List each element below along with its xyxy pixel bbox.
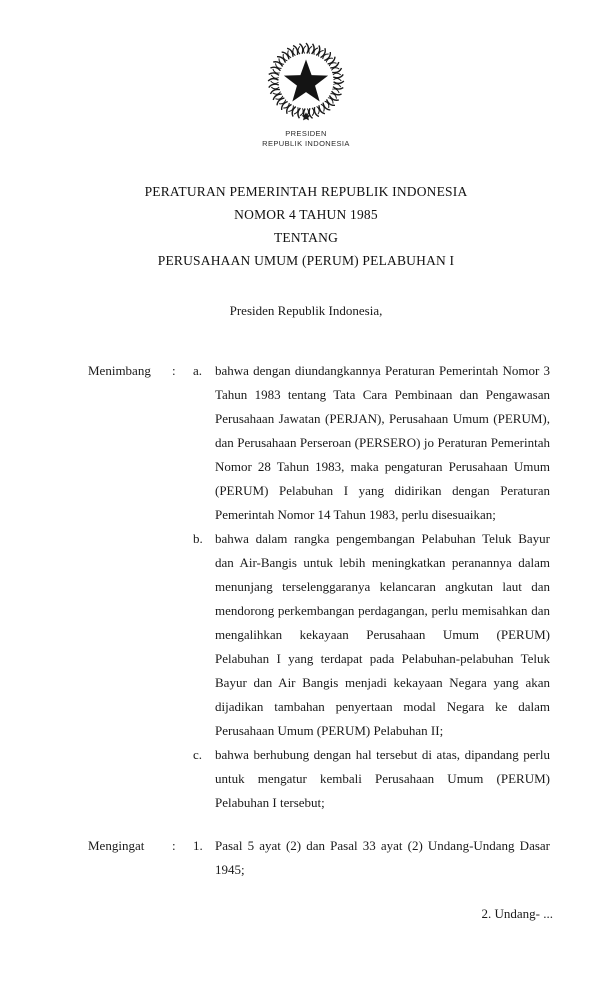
item-text: bahwa dengan diundangkannya Peraturan Pemerintah Nomor 3 Tahun 1983 tentang Tata Cara Pembinaan dan Pengawasan Perusahaan Jawatan (PERJAN), Perusahaan Umum (PERUM), dan Perusahaan Perseroan (PERSERO) jo Peraturan Pemerintah Nomor 28 Tahun 1983, maka pengaturan Perusahaan Umum (PERUM) Pelabuhan I yang didirikan dengan Peraturan Pemerintah Nomor 14 Tahun 1983, perlu disesuaikan;: [215, 363, 550, 522]
mengingat-items: [193, 834, 550, 882]
title-line-regulation: PERATURAN PEMERINTAH REPUBLIK INDONESIA: [144, 184, 468, 199]
title-line-tentang: TENTANG: [273, 230, 339, 245]
mengingat-section: [88, 834, 550, 882]
mengingat-separator: :: [172, 838, 176, 853]
preamble-line: Presiden Republik Indonesia,: [229, 303, 383, 318]
presidential-seal-icon: [263, 38, 349, 124]
star-glyph: [284, 60, 328, 102]
menimbang-item-a: [193, 359, 550, 527]
item-text: bahwa dalam rangka pengembangan Pelabuhan Teluk Bayur dan Air-Bangis untuk lebih meningkatkan peranannya dalam menunjang terselenggaranya kelancaran angkutan laut dan mendorong perkembangan perdagangan, perlu memisahkan dan mengalihkan kekayaan Perusahaan Umum (PERUM) Pelabuhan I yang terdapat pada Pelabuhan-pelabuhan Teluk Bayur dan Air Bangis menjadi kekayaan Negara yang akan dijadikan tambahan penyertaan modal Negara ke dalam Perusahaan Umum (PERUM) Pelabuhan II;: [215, 531, 550, 738]
title-line-subject: PERUSAHAAN UMUM (PERUM) PELABUHAN I: [157, 253, 455, 268]
institution-line-republik: REPUBLIK INDONESIA: [262, 138, 350, 148]
item-marker: a.: [193, 363, 203, 378]
institution-name: [0, 129, 612, 148]
mengingat-item-1: [193, 834, 550, 882]
item-text: bahwa berhubung dengan hal tersebut di atas, dipandang perlu untuk mengatur kembali Perusahaan Umum (PERUM) Pelabuhan I tersebut;: [215, 747, 550, 810]
regulation-title: [0, 180, 612, 272]
item-marker: c.: [193, 747, 203, 762]
item-text: Pasal 5 ayat (2) dan Pasal 33 ayat (2) Undang-Undang Dasar 1945;: [215, 838, 550, 877]
item-marker: b.: [193, 531, 203, 546]
mengingat-label: Mengingat: [88, 838, 145, 853]
menimbang-items: [193, 359, 550, 815]
menimbang-separator: :: [172, 363, 176, 378]
menimbang-item-c: [193, 743, 550, 815]
menimbang-label: Menimbang: [88, 363, 151, 378]
item-marker: 1.: [193, 838, 203, 853]
document-header: [0, 0, 612, 148]
menimbang-item-b: [193, 527, 550, 743]
page-continuation-catchword: 2. Undang- ...: [481, 906, 553, 921]
institution-line-presiden: PRESIDEN: [285, 129, 327, 138]
title-line-number: NOMOR 4 TAHUN 1985: [234, 207, 378, 222]
menimbang-section: [88, 359, 550, 815]
